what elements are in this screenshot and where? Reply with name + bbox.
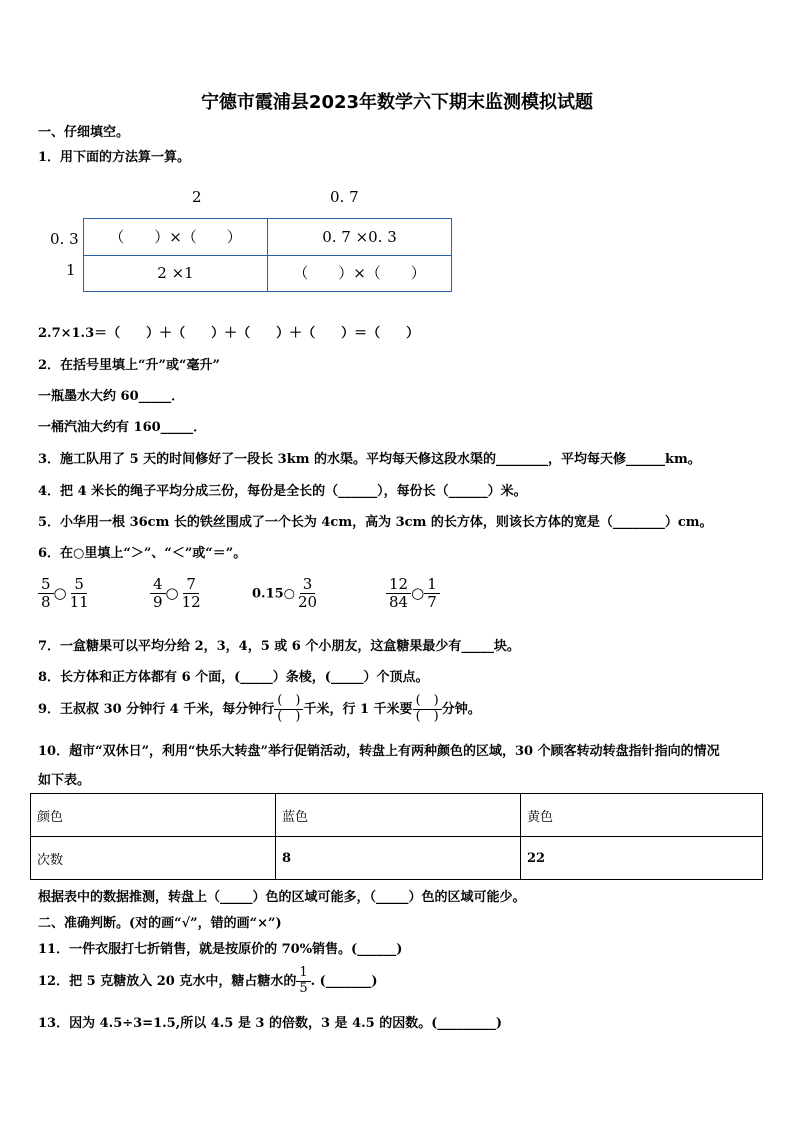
table-row: [31, 837, 763, 880]
grid-cell-c: 2 ×1: [157, 264, 194, 282]
question-12[interactable]: 12．把 5 克糖放入 20 克水中，糖占糖水的 $\frac{1}{5}$ . (_______): [38, 965, 378, 996]
q6-compare-2[interactable]: $\frac{4}{9}$ ○ $\frac{7}{12}$: [150, 576, 204, 612]
q2-line-2[interactable]: 一桶汽油大约有 160_____．: [38, 420, 207, 435]
question-8[interactable]: 8．长方体和正方体都有 6 个面，(_____）条棱，(_____）个顶点。: [38, 670, 429, 685]
question-10-line-2: 如下表。: [38, 773, 91, 788]
table-cell: 黄色: [521, 794, 763, 837]
question-5[interactable]: 5．小华用一根 36cm 长的铁丝围成了一个长为 4cm，高为 3cm 的长方体，则该长方体的宽是（________）cm。: [38, 515, 713, 530]
question-7[interactable]: 7．一盒糖果可以平均分给 2，3，4，5 或 6 个小朋友，这盒糖果最少有_____块。: [38, 639, 520, 654]
section-2-heading: 二、准确判断。(对的画“√”，错的画“×”): [38, 916, 282, 931]
q2-line-1[interactable]: 一瓶墨水大约 60_____．: [38, 389, 185, 404]
q1-top-right-label: 0. 7: [330, 188, 359, 206]
table-row: [31, 794, 763, 837]
q1-left-top-label: 0. 3: [50, 230, 79, 248]
question-10-line-1: 10．超市“双休日”，利用“快乐大转盘”举行促销活动，转盘上有两种颜色的区域，30 个顾客转动转盘指针指向的情况: [38, 744, 720, 759]
table-cell: 颜色: [31, 794, 276, 837]
q1-left-bottom-label: 1: [66, 261, 76, 279]
grid-cell-d[interactable]: （ ）×（ ）: [293, 264, 426, 282]
q1-top-left-label: 2: [192, 188, 202, 206]
table-cell: 22: [521, 837, 763, 880]
question-1: 1．用下面的方法算一算。: [38, 150, 191, 165]
section-1-heading: 一、仔细填空。: [38, 125, 130, 140]
q6-compare-4[interactable]: $\frac{12}{84}$ ○ $\frac{1}{7}$: [386, 576, 440, 612]
question-4[interactable]: 4．把 4 米长的绳子平均分成三份，每份是全长的（______），每份长（______）米。: [38, 484, 527, 499]
q10-after-text[interactable]: 根据表中的数据推测，转盘上（_____）色的区域可能多，（_____）色的区域可能少。: [38, 890, 526, 905]
question-11[interactable]: 11．一件衣服打七折销售，就是按原价的 70%销售。(______): [38, 942, 403, 957]
q10-data-table: [30, 793, 763, 880]
question-9[interactable]: 9．王叔叔 30 分钟行 4 千米，每分钟行 $\frac{( )}{( )}$ 千米，行 1 千米要 $\frac{( )}{( )}$ 分钟。: [38, 693, 481, 724]
q1-equation[interactable]: 2.7×1.3＝（ ）＋（ ）＋（ ）＋（ ）＝（ ）: [38, 326, 420, 341]
grid-cell-b: 0. 7 ×0. 3: [322, 228, 397, 246]
q1-multiplication-grid: [83, 218, 452, 292]
table-cell: 蓝色: [276, 794, 521, 837]
question-13[interactable]: 13．因为 4.5÷3=1.5,所以 4.5 是 3 的倍数，3 是 4.5 的因数。(_________): [38, 1016, 503, 1031]
question-3[interactable]: 3．施工队用了 5 天的时间修好了一段长 3km 的水渠。平均每天修这段水渠的________，平均每天修______km。: [38, 452, 701, 467]
page-title: 宁德市霞浦县2023年数学六下期末监测模拟试题: [200, 92, 594, 113]
table-cell: 8: [276, 837, 521, 880]
question-2: 2．在括号里填上“升”或“毫升”: [38, 358, 220, 373]
question-6: 6．在○里填上“＞”、“＜”或“＝”。: [38, 546, 247, 561]
q6-compare-1[interactable]: $\frac{5}{8}$ ○ $\frac{5}{11}$: [38, 576, 92, 612]
table-cell: 次数: [31, 837, 276, 880]
q6-compare-3[interactable]: 0.15○ $\frac{3}{20}$: [252, 575, 318, 612]
grid-cell-a[interactable]: （ ）×（ ）: [109, 228, 242, 246]
